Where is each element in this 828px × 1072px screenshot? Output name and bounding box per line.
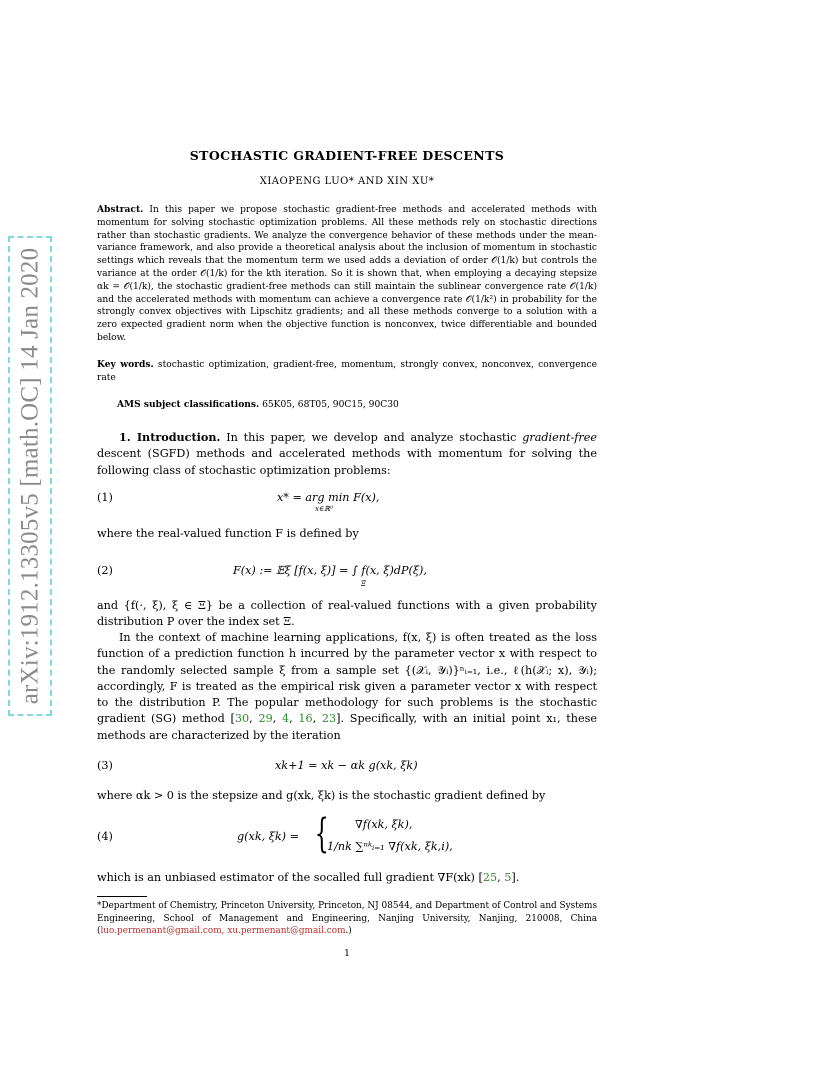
arxiv-stamp [8,236,52,716]
intro-paragraph [97,429,597,479]
citation-link[interactable]: 29 [258,712,273,726]
citation-link[interactable]: 5 [504,871,512,884]
citation-link[interactable]: 4 [281,712,290,726]
paragraph-6: which is an unbiased estimator of the socalled full gradient ∇F(xk) [25, 5]. [97,871,520,884]
abstract-label: Abstract. [97,204,144,215]
equation-case-2: 1/nk ∑ⁿᵏᵢ₌₁ ∇f(xk, ξk,i), [327,840,453,853]
footnote [97,900,597,938]
citation-link[interactable]: 16 [298,712,313,726]
equation-3 [97,759,597,779]
equation-number: (2) [97,564,113,577]
email-link[interactable]: xu.permenant@gmail.com [227,926,346,937]
abstract [97,204,597,345]
paragraph-6-text: which is an unbiased estimator of the socalled full gradient ∇F(xk) [ [97,871,483,884]
left-brace: { [314,811,329,857]
equation-2 [97,564,597,600]
page-number: 1 [343,948,351,959]
equation-number: (4) [97,830,113,843]
email-link[interactable]: luo.permenant@gmail.com [100,926,222,937]
footnote-rule [97,896,147,897]
equation-subscript: x∈ℝᵈ [315,505,333,513]
citation-link[interactable]: 30 [234,712,250,726]
paper-title: STOCHASTIC GRADIENT-FREE DESCENTS [189,148,505,163]
ams-label: AMS subject classifications. [117,399,260,410]
arxiv-stamp-text: arXiv:1912.13305v5 [math.OC] 14 Jan 2020 [16,247,43,705]
equation-expression: F(x) := 𝔼ξ [f(x, ξ)] = ∫ f(x, ξ)dP(ξ), [233,564,427,577]
ams-classifications [117,399,597,410]
section-heading: 1. Introduction. [119,430,221,444]
citation-link[interactable]: 25 [482,871,498,884]
intro-text-a: In this paper, we develop and analyze stochastic [226,431,517,444]
equation-number: (1) [97,491,113,504]
equation-lhs: g(xk, ξk) = [237,830,299,843]
keywords-label: Key words. [97,359,154,370]
paragraph-5: where αk > 0 is the stepsize and g(xk, ξk) is the stochastic gradient defined by [97,789,546,802]
keywords [97,358,597,385]
paragraph-4-tail: ]. Specifically, with an initial point x₁, these methods are characterized by the iteration [97,712,597,742]
equation-1 [97,491,597,521]
intro-text-b: descent (SGFD) methods and accelerated methods with momentum for solving the following class of stochastic optimization problems: [97,447,597,477]
equation-4 [97,811,597,862]
email-separator: , [221,926,228,937]
paragraph-3: and {f(·, ξ), ξ ∈ Ξ} be a collection of real-valued functions with a given probability distribution P over the index set Ξ. [97,599,597,629]
paragraph-4-text: In the context of machine learning applications, f(x, ξ) is often treated as the loss function of a prediction function h incurred by the parameter vector x with respect to the randomly selected sample ξ from a sample set {(𝒳ᵢ, 𝒴ᵢ)}ⁿᵢ₌₁, i.e., ℓ(h(𝒳ᵢ; x), 𝒴ᵢ); accordingly, F is treated as the empirical risk given a parameter vector x with respect to the distribution P. The popular methodology for such problems is the stochastic gradient (SG) method [ [97,631,597,726]
footnote-tail: .) [345,926,352,937]
abstract-text: In this paper we propose stochastic gradient-free methods and accelerated methods with momentum for solving stochastic optimization problems. All these methods rely on stochastic directions rather than stochastic gradients. We analyze the convergence behavior of these methods under the mean-variance framework, and also provide a theoretical analysis about the inclusion of momentum in stochastic settings which reveals that the momentum term we used adds a deviation of order 𝒪(1/k) but controls the variance at the order 𝒪(1/k) for the kth iteration. So it is shown that, when employing a decaying stepsize αk = 𝒪(1/k), the stochastic gradient-free methods can still maintain the sublinear convergence rate 𝒪(1/k) and the accelerated methods with momentum can achieve a convergence rate 𝒪(1/k²) in probability for the strongly convex objectives with Lipschitz gradients; and all these methods converge to a solution with a zero expected gradient norm when the objective function is nonconvex, twice differentiable and bounded below. [97,205,597,343]
equation-case-1: ∇f(xk, ξk), [355,818,413,831]
footnote-text: *Department of Chemistry, Princeton University, Princeton, NJ 08544, and Department of Control and Systems Engineering, School of Management and Engineering, Nanjing University, Nanjing, 210008, China ( [97,901,597,937]
paper-authors: XIAOPENG LUO* AND XIN XU* [259,176,435,187]
keywords-text: stochastic optimization, gradient-free, momentum, strongly convex, nonconvex, convergence rate [97,360,597,383]
citation-link[interactable]: 23 [321,712,337,726]
equation-subscript: Ξ [361,580,366,588]
ams-text: 65K05, 68T05, 90C15, 90C30 [262,400,399,410]
paragraph-4: In the context of machine learning applications, f(x, ξ) is often treated as the loss function of a prediction function h incurred by the parameter vector x with respect to the randomly selected sample ξ from a sample set {(𝒳ᵢ, 𝒴ᵢ)}ⁿᵢ₌₁, i.e., ℓ(h(𝒳ᵢ; x), 𝒴ᵢ); accordingly, F is treated as the empirical risk given a parameter vector x with respect to the distribution P. The popular methodology for such problems is the stochastic gradient (SG) method [30, 29, 4, 16, 23]. Specifically, with an initial point x₁, these methods are characterized by the iteration [97,631,597,742]
paragraph-2: where the real-valued function F is defined by [97,527,359,540]
intro-emphasis: gradient-free [522,431,597,444]
equation-number: (3) [97,759,113,772]
paragraph-6-tail: ]. [511,871,520,884]
equation-expression: xk+1 = xk − αk g(xk, ξk) [275,759,418,772]
equation-expression: x* = arg min F(x), [277,491,380,504]
